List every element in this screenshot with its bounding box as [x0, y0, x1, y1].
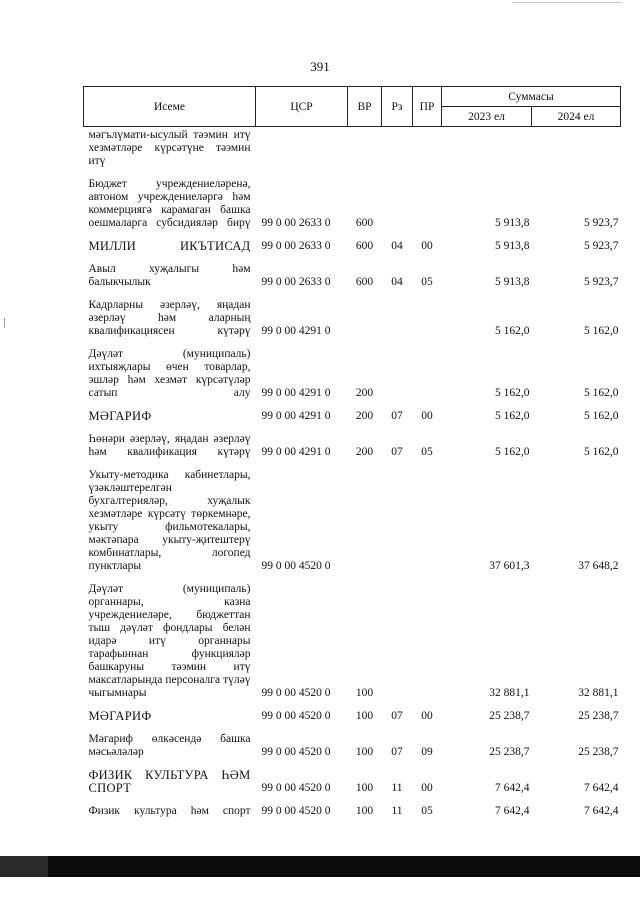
- row-name: МӘГАРИФ: [88, 709, 152, 723]
- row-name: Укыту-методика кабинетлары, үзәкләштерелгән бухгалтерияләр, хуҗалык хезмәтләре күрсәтү төркемнәре, укыту фильмотекалары, мәктәпара укыту-җитештерү комбинатлары, логопед пунктлары: [88, 469, 251, 572]
- row-name: Авыл хуҗалыгы һәм балыкчылык: [88, 263, 251, 288]
- scan-bottom-band: [0, 856, 640, 877]
- row-amount-2023: 25 238,7: [489, 746, 530, 758]
- row-amount-2024: 37 648,2: [578, 560, 619, 572]
- row-vr: [348, 127, 382, 170]
- table-row: [84, 701, 621, 724]
- row-amount-2023: 5 162,0: [495, 325, 530, 337]
- table-row: [84, 127, 621, 170]
- row-vr: 100: [355, 746, 374, 758]
- header-sums: Суммасы: [442, 87, 621, 107]
- row-vr: 100: [355, 710, 374, 722]
- table-row: [84, 339, 621, 401]
- row-vr: 100: [355, 782, 374, 794]
- row-rz: [382, 574, 413, 701]
- row-rz: [382, 339, 413, 401]
- row-code: 99 0 00 4291 0: [261, 410, 331, 422]
- row-pr: 05: [421, 276, 433, 288]
- row-amount-2024: 5 162,0: [584, 387, 619, 399]
- row-amount-2023: 5 162,0: [495, 446, 530, 458]
- row-amount-2024: 5 923,7: [584, 240, 619, 252]
- row-name: Дәүләт (муниципаль) органнары, казна учреждениеләре, бюджеттан тыш дәүләт фондлары белән идарә итү органнары тарафыннан функцияләр башкаруны тәэмин итү максатларында персоналга түләү чыгымнары: [88, 583, 251, 699]
- row-amount-2023: 37 601,3: [489, 560, 530, 572]
- header-year-2023: 2023 ел: [442, 107, 532, 127]
- row-code: 99 0 00 4291 0: [261, 325, 331, 337]
- table-row: [84, 724, 621, 760]
- table-row: [84, 231, 621, 254]
- budget-table-container: [83, 86, 620, 819]
- row-amount-2024: 25 238,7: [578, 746, 619, 758]
- scan-band-shade: [0, 856, 48, 877]
- row-code: 99 0 00 4291 0: [261, 446, 331, 458]
- header-year-2024: 2024 ел: [532, 107, 621, 127]
- row-name: Кадрларны әзерләү, яңадан әзерләү һәм аларның квалификациясен күтәрү: [88, 299, 251, 337]
- row-vr: 100: [355, 805, 374, 817]
- row-name: Һөнәри әзерләү, яңадан әзерләү һәм квалификация күтәрү: [88, 433, 251, 458]
- row-rz: 04: [391, 240, 403, 252]
- row-rz: [382, 169, 413, 231]
- row-rz: 11: [391, 805, 403, 817]
- row-pr: 00: [421, 782, 433, 794]
- row-pr: [413, 574, 442, 701]
- row-pr: [413, 460, 442, 574]
- row-vr: 200: [355, 446, 374, 458]
- row-amount-2024: 5 162,0: [584, 325, 619, 337]
- row-code: 99 0 00 4520 0: [261, 560, 331, 572]
- row-vr: 600: [355, 217, 374, 229]
- table-body: [84, 127, 621, 820]
- row-pr: 05: [421, 446, 433, 458]
- row-name: МӘГАРИФ: [88, 409, 152, 423]
- table-row: [84, 796, 621, 819]
- table-row: [84, 760, 621, 796]
- row-amount-2024: 5 162,0: [584, 410, 619, 422]
- row-amount-2024: 25 238,7: [578, 710, 619, 722]
- table-row: [84, 401, 621, 424]
- row-rz: 07: [391, 410, 403, 422]
- row-rz: [382, 127, 413, 170]
- row-amount-2023: 5 913,8: [495, 276, 530, 288]
- header-pr: ПР: [413, 87, 442, 127]
- row-pr: [413, 127, 442, 170]
- table-row: [84, 460, 621, 574]
- table-header: [84, 87, 621, 127]
- row-name: Дәүләт (муниципаль) ихтыяҗлары өчен товарлар, эшләр һәм хезмәт күрсәтүләр сатып алу: [88, 348, 251, 399]
- table-row: [84, 424, 621, 460]
- table-row: [84, 290, 621, 339]
- row-code: 99 0 00 4520 0: [261, 746, 331, 758]
- row-pr: [413, 290, 442, 339]
- row-amount-2023: 7 642,4: [495, 805, 530, 817]
- row-amount-2024: 5 923,7: [584, 276, 619, 288]
- row-code: 99 0 00 4520 0: [261, 710, 331, 722]
- row-pr: 05: [421, 805, 433, 817]
- row-name: Физик культура һәм спорт: [88, 805, 251, 817]
- row-pr: 09: [421, 746, 433, 758]
- table-row: [84, 169, 621, 231]
- row-vr: [348, 460, 382, 574]
- row-code: 99 0 00 4520 0: [261, 805, 331, 817]
- row-amount-2023: 32 881,1: [489, 687, 530, 699]
- row-name: Мәгариф өлкәсендә башка мәсьәләләр: [88, 733, 251, 758]
- row-code: 99 0 00 4291 0: [261, 387, 331, 399]
- scan-edge-mark: [512, 2, 622, 3]
- budget-table: [83, 86, 621, 819]
- row-amount-2024: 5 923,7: [584, 217, 619, 229]
- row-amount-2023: 5 913,8: [495, 240, 530, 252]
- row-vr: 200: [355, 387, 374, 399]
- row-code: 99 0 00 4520 0: [261, 782, 331, 794]
- row-amount-2024: 5 162,0: [584, 446, 619, 458]
- row-amount-2023: 5 162,0: [495, 410, 530, 422]
- row-amount-2023: [442, 127, 532, 170]
- scan-margin-mark: [4, 318, 5, 328]
- row-amount-2024: [532, 127, 621, 170]
- row-pr: 00: [421, 410, 433, 422]
- row-amount-2024: 7 642,4: [584, 805, 619, 817]
- row-vr: 200: [355, 410, 374, 422]
- row-code: 99 0 00 4520 0: [261, 687, 331, 699]
- row-rz: 07: [391, 446, 403, 458]
- row-rz: 04: [391, 276, 403, 288]
- row-rz: [382, 290, 413, 339]
- table-row: [84, 254, 621, 290]
- row-amount-2023: 7 642,4: [495, 782, 530, 794]
- row-name: МИЛЛИ ИКЪТИСАД: [88, 239, 251, 253]
- row-code: 99 0 00 2633 0: [261, 240, 331, 252]
- row-name: ФИЗИК КУЛЬТУРА ҺӘМ СПОРТ: [88, 768, 251, 795]
- row-vr: [348, 290, 382, 339]
- header-vr: ВР: [348, 87, 382, 127]
- row-amount-2023: 5 913,8: [495, 217, 530, 229]
- row-vr: 600: [355, 240, 374, 252]
- row-vr: 600: [355, 276, 374, 288]
- table-row: [84, 574, 621, 701]
- row-rz: [382, 460, 413, 574]
- row-code: 99 0 00 2633 0: [261, 217, 331, 229]
- row-name: мәгълүмати-ысулый тәэмин итү хезмәтләре күрсәтүне тәэмин итү: [88, 129, 251, 167]
- row-rz: 07: [391, 746, 403, 758]
- row-pr: [413, 169, 442, 231]
- row-amount-2024: 7 642,4: [584, 782, 619, 794]
- row-code: 99 0 00 2633 0: [261, 276, 331, 288]
- row-code: [256, 127, 348, 170]
- row-amount-2023: 25 238,7: [489, 710, 530, 722]
- header-name: Исеме: [84, 87, 256, 127]
- page-number: 391: [310, 59, 330, 74]
- row-pr: 00: [421, 240, 433, 252]
- row-amount-2024: 32 881,1: [578, 687, 619, 699]
- header-rz: Рз: [382, 87, 413, 127]
- row-rz: 07: [391, 710, 403, 722]
- row-name: Бюджет учреждениеләренә, автоном учреждениеләргә һәм коммерциягә карамаган башка оешмаларга субсидияләр бирү: [88, 178, 251, 229]
- row-vr: 100: [355, 687, 374, 699]
- row-amount-2023: 5 162,0: [495, 387, 530, 399]
- header-code: ЦСР: [256, 87, 348, 127]
- row-pr: [413, 339, 442, 401]
- row-rz: 11: [391, 782, 403, 794]
- row-pr: 00: [421, 710, 433, 722]
